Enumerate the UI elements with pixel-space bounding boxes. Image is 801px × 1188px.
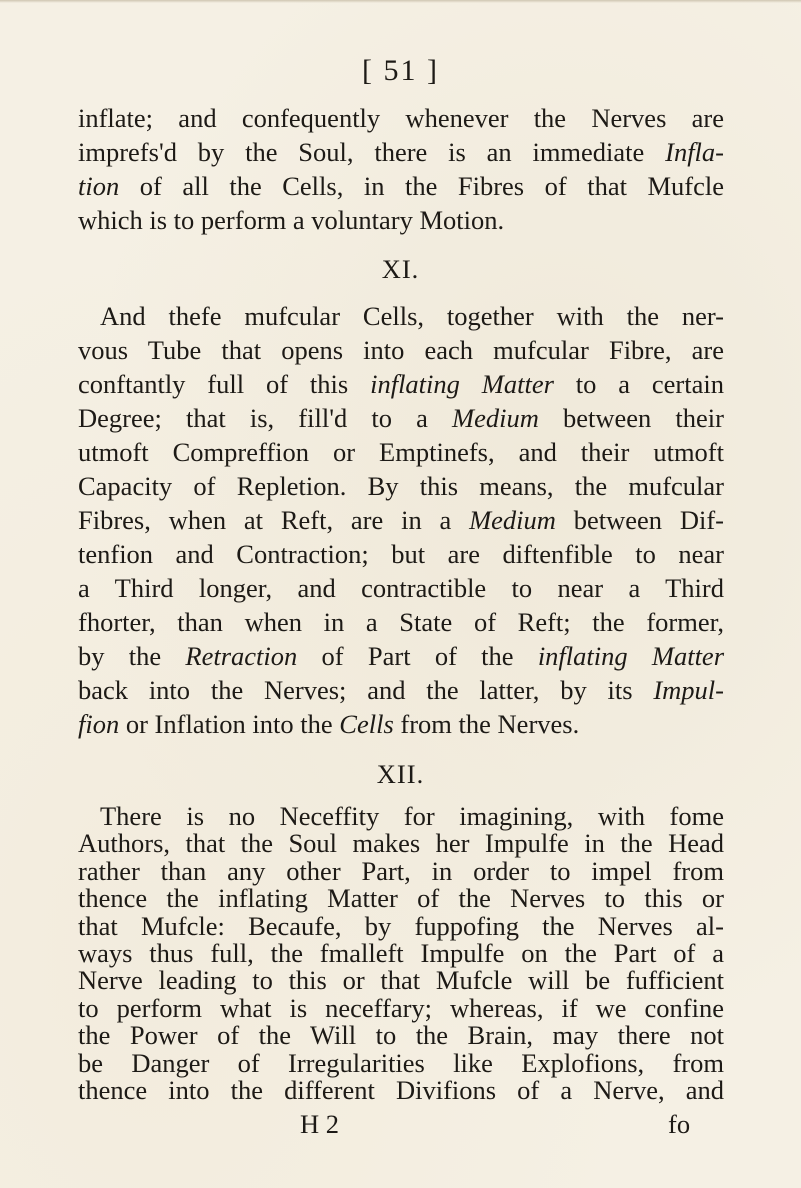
text-line: rather than any other Part, in order to impel from	[78, 855, 724, 886]
text-line: And thefe mufcular Cells, together with the ner-	[100, 301, 724, 331]
text-line: vous Tube that opens into each mufcular Fibre, are	[78, 335, 724, 365]
page-edge-shadow	[0, 0, 801, 3]
text-line: a Third longer, and contractible to near a Third	[78, 573, 724, 603]
section-heading-xii: XII.	[376, 759, 425, 789]
text-line: which is to perform a voluntary Motion.	[78, 205, 505, 235]
text-line: fion or Inflation into the Cells from the Nerves.	[78, 709, 580, 739]
signature-mark: H 2	[300, 1109, 340, 1139]
text-line: thence into the different Divifions of a Nerve, and	[78, 1075, 724, 1105]
text-line: ways thus full, the fmalleft Impulfe on the Part of a	[78, 938, 724, 968]
text-line: utmoft Compreffion or Emptinefs, and their utmoft	[78, 437, 724, 467]
text-line: by the Retraction of Part of the inflating Matter	[78, 641, 725, 671]
text-line: be Danger of Irregularities like Explofions, from	[78, 1047, 724, 1078]
text-line: conftantly full of this inflating Matter to a certain	[78, 369, 724, 399]
text-line: the Power of the Will to the Brain, may there not	[78, 1020, 724, 1051]
text-line: Capacity of Repletion. By this means, the mufcular	[78, 471, 724, 501]
text-line: Degree; that is, fill'd to a Medium between their	[78, 403, 724, 433]
text-line: tenfion and Contraction; but are diftenfible to near	[78, 539, 724, 569]
text-line: fhorter, than when in a State of Reft; the former,	[78, 607, 724, 637]
section-heading-xi: XI.	[381, 254, 420, 284]
text-line: tion of all the Cells, in the Fibres of that Mufcle	[78, 171, 724, 201]
catchword: fo	[668, 1109, 691, 1139]
text-line: that Mufcle: Becaufe, by fuppofing the Nerves al-	[78, 910, 724, 941]
text-line: to perform what is neceffary; whereas, if we confine	[78, 992, 724, 1023]
text-line: back into the Nerves; and the latter, by its Impul-	[78, 675, 724, 705]
text-line: inflate; and confequently whenever the Nerves are	[78, 103, 724, 133]
page-number: [ 51 ]	[362, 54, 439, 87]
text-line: imprefs'd by the Soul, there is an immediate Infla-	[78, 137, 724, 167]
text-line: thence the inflating Matter of the Nerves to this or	[78, 883, 724, 914]
text-line: Authors, that the Soul makes her Impulfe in the Head	[78, 828, 724, 859]
text-line: Nerve leading to this or that Mufcle will be fufficient	[78, 965, 724, 996]
text-line: Fibres, when at Reft, are in a Medium between Dif-	[78, 505, 725, 535]
text-line: There is no Neceffity for imagining, with fome	[100, 801, 724, 831]
